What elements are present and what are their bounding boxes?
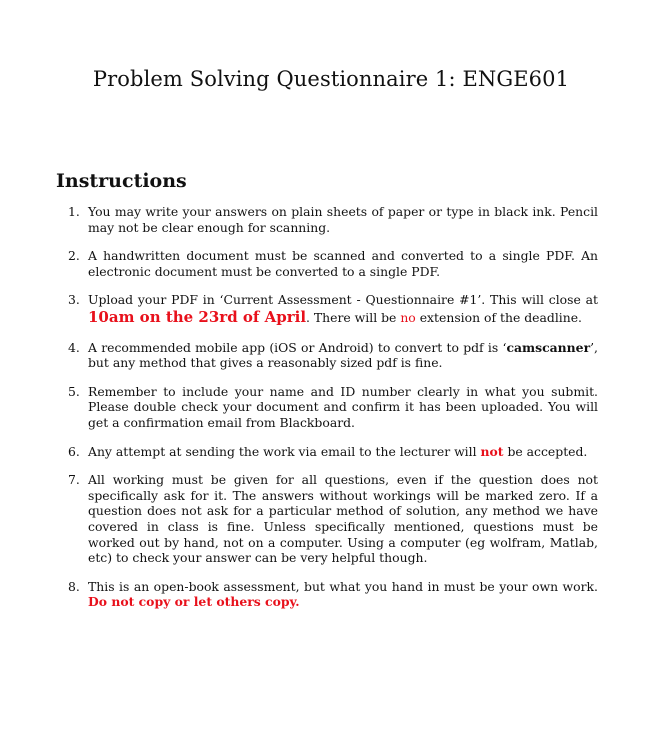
instruction-text: Remember to include your name and ID number clearly in what you submit. Please double check your document and confirm it has been uploaded. You will get a confirmation email from Blackboard. (88, 383, 598, 430)
instruction-text: ’, but any method that gives a reasonably sized pdf is fine. (88, 339, 598, 371)
instruction-text: A handwritten document must be scanned and converted to a single PDF. An electronic document must be converted to a single PDF. (88, 248, 598, 279)
instruction-item-6 (68, 444, 598, 460)
deadline-highlight: 10am on the 23rd of April (88, 307, 307, 326)
document-title: Problem Solving Questionnaire 1: ENGE601 (92, 67, 570, 91)
instruction-number: 6. (68, 443, 80, 459)
do-not-copy-warning: Do not copy or let others copy. (88, 594, 300, 610)
emphasis-not: not (480, 443, 504, 459)
app-name: camscanner (506, 339, 591, 355)
instruction-number: 7. (68, 472, 80, 488)
instruction-text: . There will be (306, 309, 401, 325)
instruction-text: extension of the deadline. (415, 309, 582, 325)
instruction-item-8 (68, 579, 598, 610)
instruction-text: This is an open-book assessment, but what you hand in must be your own work. (88, 578, 598, 594)
instruction-number: 2. (68, 248, 80, 264)
instruction-item-2 (68, 248, 598, 279)
instruction-text: Upload your PDF in ‘Current Assessment - Questionnaire #1’. This will close at (88, 292, 598, 308)
instruction-number: 8. (68, 578, 80, 594)
instruction-text: You may write your answers on plain sheets of paper or type in black ink. Pencil may not be clear enough for scanning. (88, 204, 598, 235)
instructions-list (68, 204, 598, 610)
instruction-item-4 (68, 340, 598, 371)
emphasis-no: no (400, 309, 416, 325)
instruction-item-7 (68, 472, 598, 566)
instruction-text: A recommended mobile app (iOS or Android) to convert to pdf is ‘ (88, 339, 507, 355)
instruction-number: 5. (68, 383, 80, 399)
instruction-text: be accepted. (503, 443, 588, 459)
instruction-text: Any attempt at sending the work via email to the lecturer will (88, 443, 481, 459)
instructions-heading: Instructions (56, 170, 187, 192)
instruction-item-5 (68, 384, 598, 431)
instruction-number: 1. (68, 204, 80, 219)
instruction-text: All working must be given for all questions, even if the question does not specifically ask for it. The answers without workings will be marked zero. If a question does not ask for a particular method of solution, any method we have covered in class is fine. Unless specifically mentioned, questions must be worked out by hand, not on a computer. Using a computer (eg wolfram, Matlab, etc) to check your answer can be very helpful though. (88, 472, 598, 566)
instruction-item-3 (68, 292, 598, 326)
instruction-number: 4. (68, 339, 80, 355)
instruction-number: 3. (68, 292, 80, 308)
instruction-item-1 (68, 204, 598, 235)
